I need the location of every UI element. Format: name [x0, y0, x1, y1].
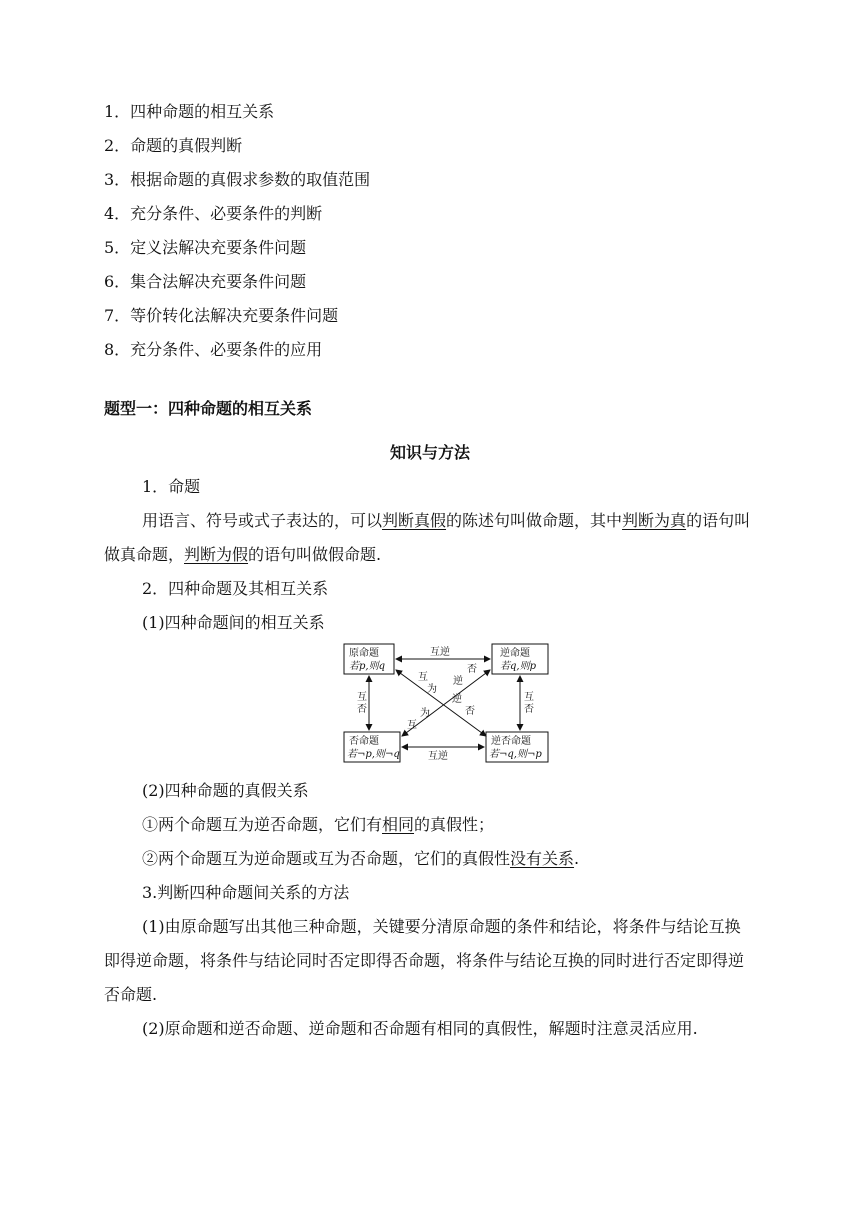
heading-four-propositions: 2．四种命题及其相互关系	[142, 579, 329, 598]
topic-item: 6．集合法解决充要条件问题	[104, 272, 307, 291]
diag-b-label: 逆	[453, 676, 463, 687]
topic-item: 7．等价转化法解决充要条件问题	[104, 306, 339, 325]
truth-item-2: ②两个命题互为逆命题或互为否命题，它们的真假性没有关系.	[142, 849, 580, 868]
left-label-2: 否	[357, 704, 367, 715]
diag-a-label: 互	[418, 672, 428, 683]
inverse-cond: 若¬p,则¬q	[347, 749, 400, 760]
top-label: 互逆	[430, 647, 450, 658]
method-paragraph-1: (1)由原命题写出其他三种命题，关键要分清原命题的条件和结论，将条件与结论互换即得逆命题，将条件与结论同时否定即得否命题，将条件与结论互换的同时进行否定即得逆否命题.	[104, 917, 745, 1004]
topic-item: 5．定义法解决充要条件问题	[104, 238, 307, 257]
heading-method: 3.判断四种命题间关系的方法	[142, 883, 350, 902]
diag-b-label: 否	[467, 664, 477, 675]
subheading-relations: (1)四种命题间的相互关系	[142, 613, 325, 632]
diag-a-label: 否	[465, 706, 475, 717]
inverse-title: 否命题	[349, 736, 379, 747]
topic-item: 2．命题的真假判断	[104, 136, 243, 155]
left-label-1: 互	[357, 692, 367, 703]
knowledge-title: 知识与方法	[389, 443, 470, 462]
diag-a-label: 为	[427, 684, 437, 695]
body-text	[104, 470, 754, 640]
contrapositive-title: 逆否命题	[491, 736, 531, 747]
four-propositions-diagram	[340, 640, 554, 766]
converse-cond: 若q,则p	[500, 661, 536, 672]
topic-list	[104, 100, 370, 372]
topic-item: 4．充分条件、必要条件的判断	[104, 204, 323, 223]
original-cond: 若p,则q	[349, 661, 385, 672]
topic-item: 1．四种命题的相互关系	[104, 102, 275, 121]
right-label-1: 互	[524, 692, 534, 703]
converse-title: 逆命题	[500, 648, 530, 659]
section-title: 题型一：四种命题的相互关系	[104, 399, 313, 418]
bottom-label: 互逆	[428, 751, 448, 762]
method-paragraph-2: (2)原命题和逆否命题、逆命题和否命题有相同的真假性，解题时注意灵活应用.	[142, 1019, 698, 1038]
right-label-2: 否	[524, 704, 534, 715]
topic-item: 3．根据命题的真假求参数的取值范围	[104, 170, 371, 189]
subheading-truth: (2)四种命题的真假关系	[142, 781, 309, 800]
heading-proposition: 1．命题	[142, 477, 201, 496]
diag-b-label: 为	[420, 708, 430, 719]
diag-b-label: 互	[407, 720, 417, 731]
proposition-definition: 用语言、符号或式子表达的，可以判断真假的陈述句叫做命题，其中判断为真的语句叫做真命题，判断为假的语句叫做假命题.	[104, 511, 751, 564]
original-title: 原命题	[349, 648, 379, 659]
body-text-2	[104, 774, 754, 1046]
topic-item: 8．充分条件、必要条件的应用	[104, 340, 323, 359]
diag-a-label: 逆	[452, 694, 462, 705]
truth-item-1: ①两个命题互为逆否命题，它们有相同的真假性；	[142, 815, 495, 834]
contrapositive-cond: 若¬q,则¬p	[489, 749, 542, 760]
